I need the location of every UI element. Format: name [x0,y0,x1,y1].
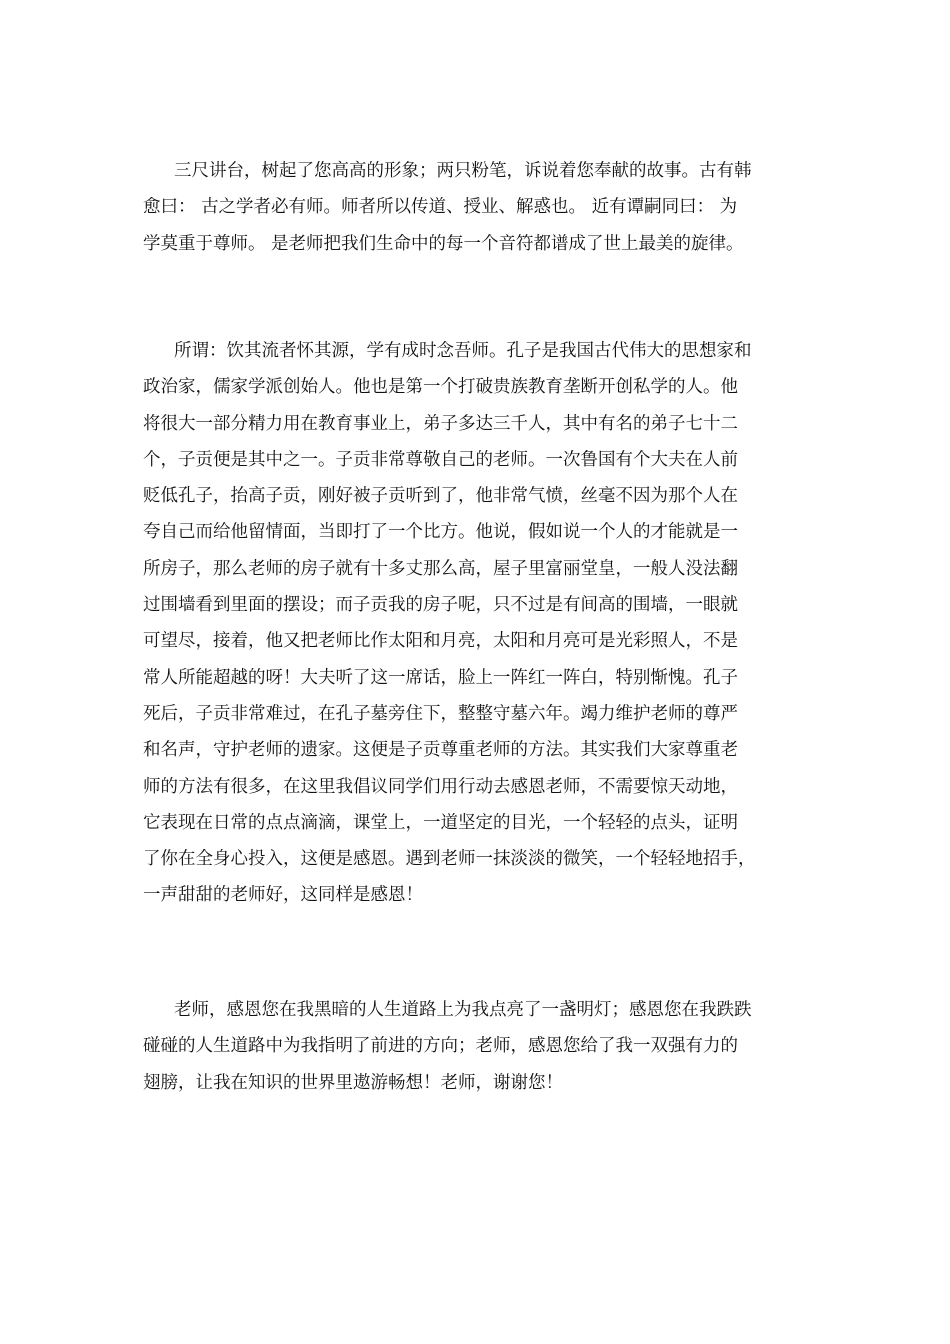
text-line: 三尺讲台，树起了您高高的形象；两只粉笔，诉说着您奉献的故事。古有韩 [174,161,752,181]
text-line: 常人所能超越的呀！大夫听了这一席话，脸上一阵红一阵白，特别惭愧。孔子 [143,667,738,688]
text-line: 贬低孔子，抬高子贡，刚好被子贡听到了，他非常气愤，丝毫不因为那个人在 [143,486,738,507]
text-line: 师的方法有很多，在这里我倡议同学们用行动去感恩老师，不需要惊天动地， [143,776,738,797]
text-line: 翅膀，让我在知识的世界里遨游畅想！老师，谢谢您！ [143,1072,563,1093]
text-line: 老师，感恩您在我黑暗的人生道路上为我点亮了一盏明灯；感恩您在我跌跌 [174,1000,752,1020]
text-line: 个，子贡便是其中之一。子贡非常尊敬自己的老师。一次鲁国有个大夫在人前 [143,449,738,470]
text-line: 可望尽，接着，他又把老师比作太阳和月亮，太阳和月亮可是光彩照人，不是 [143,631,738,652]
text-line: 学莫重于尊师。 是老师把我们生命中的每一个音符都谱成了世上最美的旋律。 [143,233,744,254]
text-line: 愈曰： 古之学者必有师。师者所以传道、授业、解惑也。 近有谭嗣同曰： 为 [143,197,738,218]
text-line: 和名声，守护老师的遗家。这便是子贡尊重老师的方法。其实我们大家尊重老 [143,740,738,761]
text-line: 一声甜甜的老师好，这同样是感恩！ [143,885,423,906]
text-line: 死后，子贡非常难过，在孔子墓旁住下，整整守墓六年。竭力维护老师的尊严 [143,703,738,724]
paragraph-3 [143,992,809,1101]
paragraph-2 [143,333,809,914]
text-line: 政治家，儒家学派创始人。他也是第一个打破贵族教育垄断开创私学的人。他 [143,377,738,398]
text-line: 所谓：饮其流者怀其源，学有成时念吾师。孔子是我国古代伟大的思想家和 [174,341,752,361]
text-line: 碰碰的人生道路中为我指明了前进的方向；老师，感恩您给了我一双强有力的 [143,1036,738,1057]
paragraph-1 [143,153,809,262]
text-line: 它表现在日常的点点滴滴，课堂上，一道坚定的目光，一个轻轻的点头，证明 [143,812,738,833]
text-line: 将很大一部分精力用在教育事业上，弟子多达三千人，其中有名的弟子七十二 [143,413,738,434]
text-line: 所房子，那么老师的房子就有十多丈那么高，屋子里富丽堂皇，一般人没法翻 [143,558,738,579]
text-line: 过围墙看到里面的摆设；而子贡我的房子呢，只不过是有间高的围墙，一眼就 [143,595,738,616]
text-line: 夸自己而给他留情面，当即打了一个比方。他说，假如说一个人的才能就是一 [143,522,738,543]
text-line: 了你在全身心投入，这便是感恩。遇到老师一抹淡淡的微笑，一个轻轻地招手， [143,849,756,870]
